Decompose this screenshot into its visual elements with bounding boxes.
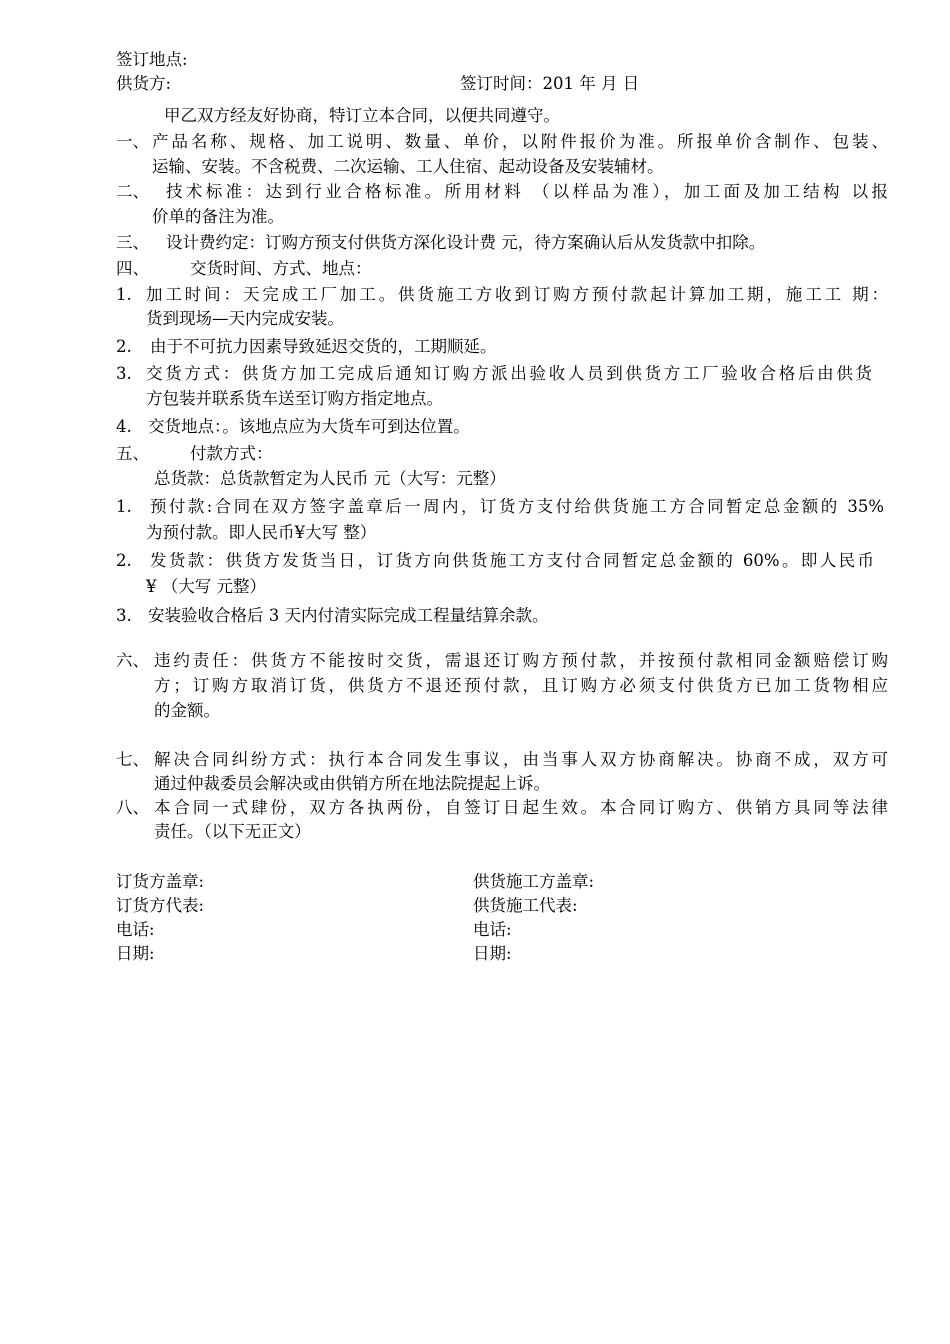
section-2-number: 二、 [116, 182, 149, 201]
section-4-item-3-number: 3. [116, 364, 132, 383]
section-6-line-2: 方；订购方取消订货，供货方不退还预付款，且订购方必须支付供货方已加工货物相应 [154, 676, 888, 695]
signing-location-label: 签订地点: [116, 50, 188, 69]
section-7-number: 七、 [116, 750, 149, 769]
section-5-total: 总货款：总货款暂定为人民币 元（大写：元整） [154, 469, 506, 488]
supplier-phone-label: 电话: [473, 920, 512, 939]
section-6-line-3: 的金额。 [154, 701, 220, 720]
section-1-number: 一、 [116, 132, 149, 151]
section-4-item-2-number: 2. [116, 337, 132, 356]
section-5-item-1-number: 1. [116, 497, 132, 516]
section-4-item-1-line-2: 货到现场—天内完成安装。 [146, 309, 344, 328]
supplier-representative-label: 供货施工代表: [473, 896, 578, 915]
section-8-line-2: 责任。（以下无正文） [154, 822, 311, 841]
section-5-number: 五、 [116, 444, 149, 463]
intro-paragraph: 甲乙双方经友好协商，特订立本合同，以便共同遵守。 [164, 106, 560, 125]
section-5-item-1-line-1: 预付款:合同在双方签字盖章后一周内，订货方支付给供货施工方合同暂定总金额的 35% [150, 497, 884, 516]
section-7-line-1: 解决合同纠纷方式：执行本合同发生事议，由当事人双方协商解决。协商不成，双方可 [154, 750, 888, 769]
section-6-number: 六、 [116, 651, 149, 670]
buyer-seal-label: 订货方盖章: [116, 872, 205, 891]
section-4-item-4-number: 4. [116, 417, 132, 436]
section-2-line-2: 价单的备注为准。 [152, 207, 284, 226]
section-4-number: 四、 [116, 259, 149, 278]
section-5-item-3-number: 3. [116, 606, 132, 625]
section-6-line-1: 违约责任：供货方不能按时交货，需退还订购方预付款，并按预付款相同金额赔偿订购 [154, 651, 888, 670]
section-8-line-1: 本合同一式肆份，双方各执两份，自签订日起生效。本合同订购方、供销方具同等法律 [154, 798, 888, 817]
section-5-item-2-line-1: 发货款：供货方发货当日，订货方向供货施工方支付合同暂定总金额的 60%。即人民币 [150, 551, 874, 570]
buyer-date-label: 日期: [116, 944, 155, 963]
supplier-date-label: 日期: [473, 944, 512, 963]
section-4-item-2-line-1: 由于不可抗力因素导致延迟交货的，工期顺延。 [150, 337, 497, 356]
section-5-item-1-line-2: 为预付款。即人民币¥大写 整） [146, 523, 377, 542]
section-5-title: 付款方式： [190, 444, 273, 463]
section-4-item-1-line-1: 加工时间：天完成工厂加工。供货施工方收到订购方预付款起计算加工期，施工工 期： [146, 285, 888, 304]
supplier-seal-label: 供货施工方盖章: [473, 872, 595, 891]
section-4-item-1-number: 1. [116, 285, 132, 304]
supplier-label: 供货方: [116, 74, 172, 93]
section-1-line-2: 运输、安装。不含税费、二次运输、工人住宿、起动设备及安装辅材。 [152, 157, 664, 176]
section-5-item-2-number: 2. [116, 551, 132, 570]
section-2-line-1: 技术标准：达到行业合格标准。所用材料 （以样品为准），加工面及加工结构 以报 [166, 182, 888, 201]
section-5-item-3-line-1: 安装验收合格后 3 天内付清实际完成工程量结算余款。 [148, 606, 549, 625]
buyer-representative-label: 订货方代表: [116, 896, 205, 915]
section-1-line-1: 产品名称、规格、加工说明、数量、单价，以附件报价为准。所报单价含制作、包装、 [152, 132, 888, 151]
signing-date-label: 签订时间：201 年 月 日 [460, 74, 640, 93]
section-3-line-1: 设计费约定：订购方预支付供货方深化设计费 元，待方案确认后从发货款中扣除。 [166, 233, 766, 252]
section-3-number: 三、 [116, 233, 149, 252]
section-5-item-2-line-2: ¥ （大写 元整） [146, 577, 266, 596]
buyer-phone-label: 电话: [116, 920, 155, 939]
section-4-item-3-line-2: 方包装并联系货车送至订购方指定地点。 [146, 389, 443, 408]
section-4-title: 交货时间、方式、地点： [190, 259, 372, 278]
section-4-item-3-line-1: 交货方式：供货方加工完成后通知订购方派出验收人员到供货方工厂验收合格后由供货 [146, 364, 872, 383]
section-8-number: 八、 [116, 798, 149, 817]
section-4-item-4-line-1: 交货地点：。该地点应为大货车可到达位置。 [148, 417, 470, 436]
section-7-line-2: 通过仲裁委员会解决或由供销方所在地法院提起上诉。 [154, 774, 550, 793]
